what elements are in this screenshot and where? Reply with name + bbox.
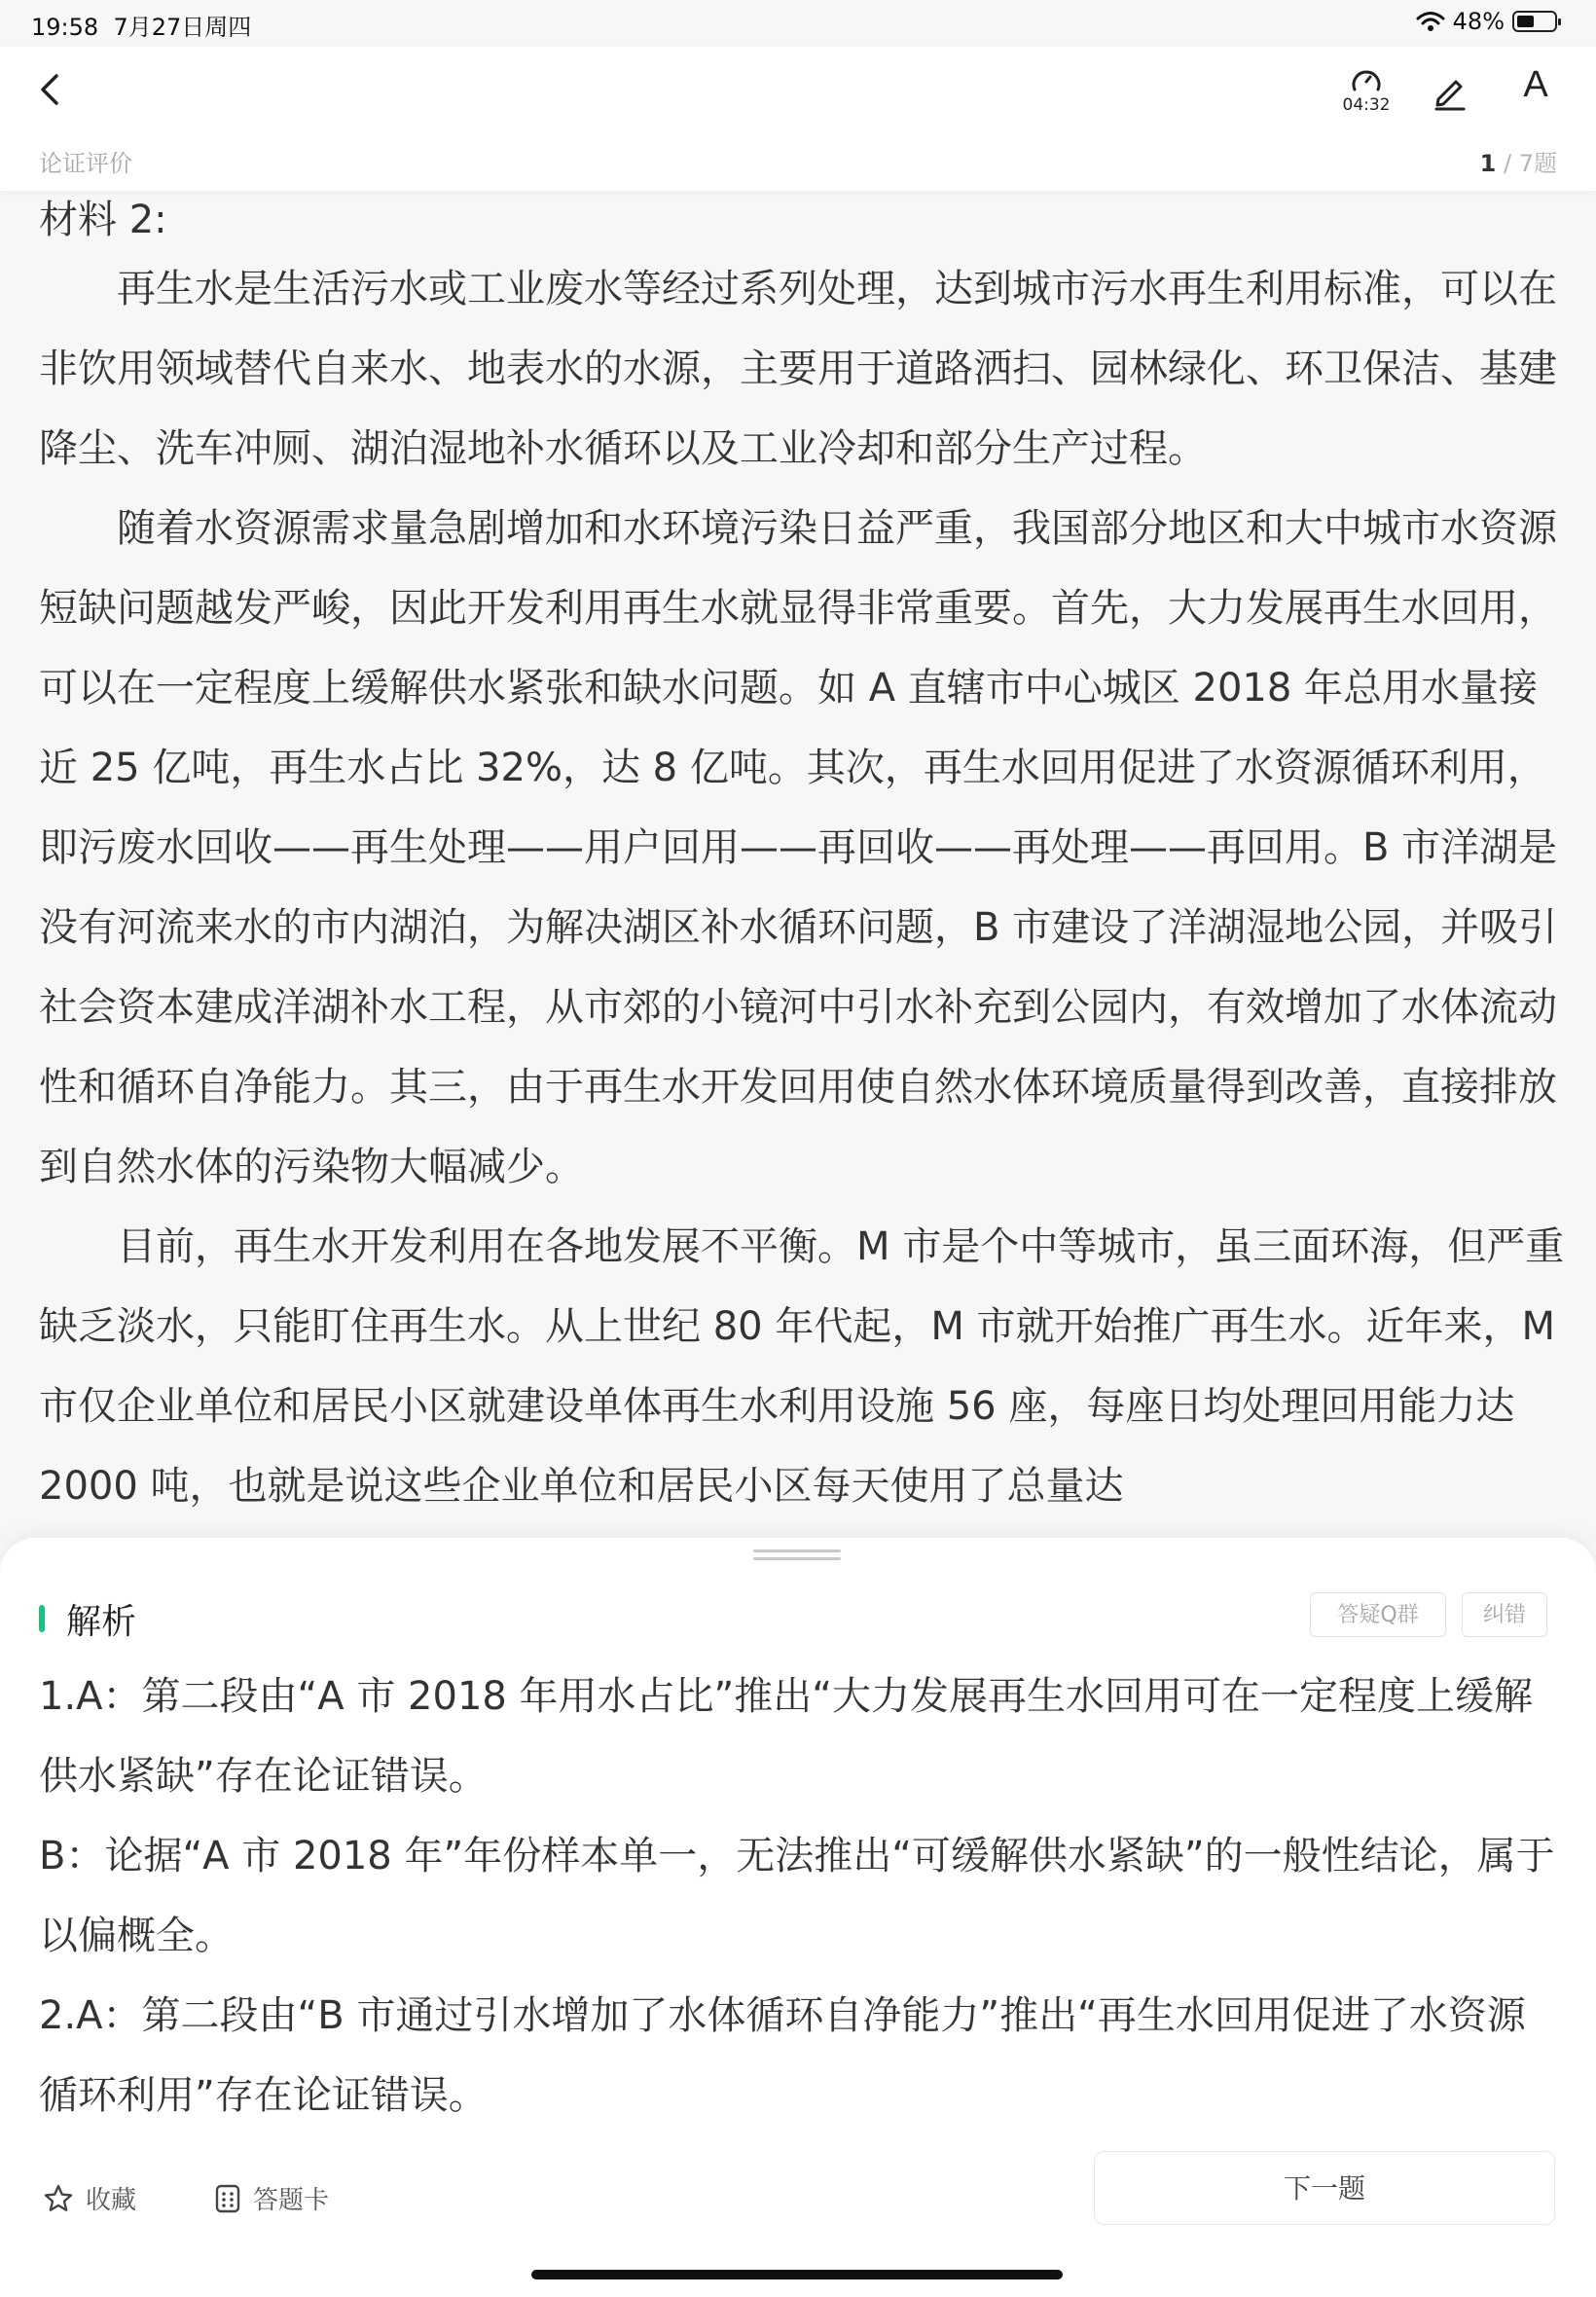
report-error-button[interactable]: 纠错: [1462, 1592, 1547, 1637]
star-icon: [43, 2183, 74, 2214]
font-size-icon[interactable]: A: [1523, 64, 1548, 105]
wifi-icon: [1416, 11, 1445, 32]
timer[interactable]: [1337, 68, 1396, 136]
favorite-button[interactable]: [43, 2180, 136, 2216]
battery-percent: 48%: [1452, 8, 1505, 35]
accent-bar: [39, 1605, 45, 1632]
material-paragraph: 目前，再生水开发利用在各地发展不平衡。M 市是个中等城市，虽三面环海，但严重缺乏淡水，只能盯住再生水。从上世纪 80 年代起，M 市就开始推广再生水。近年来，M 市仅企业单位和居民小区就建设单体再生水利用设施 56 座，每座日均处理回用能力达 2000 吨，也就是说这些企业单位和居民小区每天使用了总量达: [39, 1224, 1565, 1509]
analysis-line: 2.A：第二段由“B 市通过引水增加了水体循环自净能力”推出“再生水回用促进了水资源循环利用”存在论证错误。: [39, 1993, 1526, 2118]
home-indicator[interactable]: [531, 2270, 1063, 2279]
material-paragraph: 再生水是生活污水或工业废水等经过系列处理，达到城市污水再生利用标准，可以在非饮用领域替代自来水、地表水的水源，主要用于道路洒扫、园林绿化、环卫保洁、基建降尘、洗车冲厕、湖泊湿地补水循环以及工业冷却和部分生产过程。: [39, 267, 1557, 471]
status-right: [1416, 8, 1557, 35]
status-bar: [0, 0, 1596, 47]
timer-value: 04:32: [1342, 95, 1391, 115]
battery-icon: [1512, 11, 1557, 32]
material-text: [39, 191, 1567, 1526]
answer-card-button[interactable]: [214, 2180, 329, 2216]
timer-icon: [1350, 68, 1383, 97]
qq-group-button[interactable]: 答疑Q群: [1310, 1592, 1446, 1637]
analysis-line: 1.A：第二段由“A 市 2018 年用水占比”推出“大力发展再生水回用可在一定程度上缓解供水紧缺”存在论证错误。: [39, 1674, 1533, 1799]
analysis-body: [39, 1657, 1557, 2135]
bottom-bar: [0, 2151, 1596, 2297]
nav-bar: [0, 47, 1596, 191]
material-paragraph: 随着水资源需求量急剧增加和水环境污染日益严重，我国部分地区和大中城市水资源短缺问题越发严峻，因此开发利用再生水就显得非常重要。首先，大力发展再生水回用，可以在一定程度上缓解供水紧张和缺水问题。如 A 直辖市中心城区 2018 年总用水量接近 25 亿吨，再生水占比 32%，达 8 亿吨。其次，再生水回用促进了水资源循环利用，即污废水回收——再生处理——用户回用——再回收——再处理——再回用。B 市洋湖是没有河流来水的市内湖泊，为解决湖区补水循环问题，B 市建设了洋湖湿地公园，并吸引社会资本建成洋湖补水工程，从市郊的小镜河中引水补充到公园内，有效增加了水体流动性和循环自净能力。其三，由于再生水开发回用使自然水体环境质量得到改善，直接排放到自然水体的污染物大幅减少。: [39, 506, 1558, 1189]
section-title: 论证评价: [39, 150, 132, 177]
question-progress: 1 / 7题: [1479, 150, 1557, 177]
drag-handle[interactable]: [753, 1550, 841, 1561]
analysis-header: [39, 1594, 136, 1643]
next-question-button[interactable]: 下一题: [1094, 2151, 1555, 2225]
back-icon[interactable]: [31, 68, 70, 111]
status-time: 19:58 7月27日周四: [31, 14, 252, 41]
answer-card-icon: [214, 2183, 241, 2214]
analysis-title: 解析: [66, 1601, 137, 1642]
analysis-line: B：论据“A 市 2018 年”年份样本单一，无法推出“可缓解供水紧缺”的一般性结论，属于以偏概全。: [39, 1834, 1555, 1958]
pencil-icon[interactable]: [1429, 70, 1471, 113]
material-title: 材料 2:: [39, 198, 167, 242]
favorite-label: 收藏: [86, 2186, 137, 2215]
answer-card-label: 答题卡: [253, 2186, 330, 2215]
